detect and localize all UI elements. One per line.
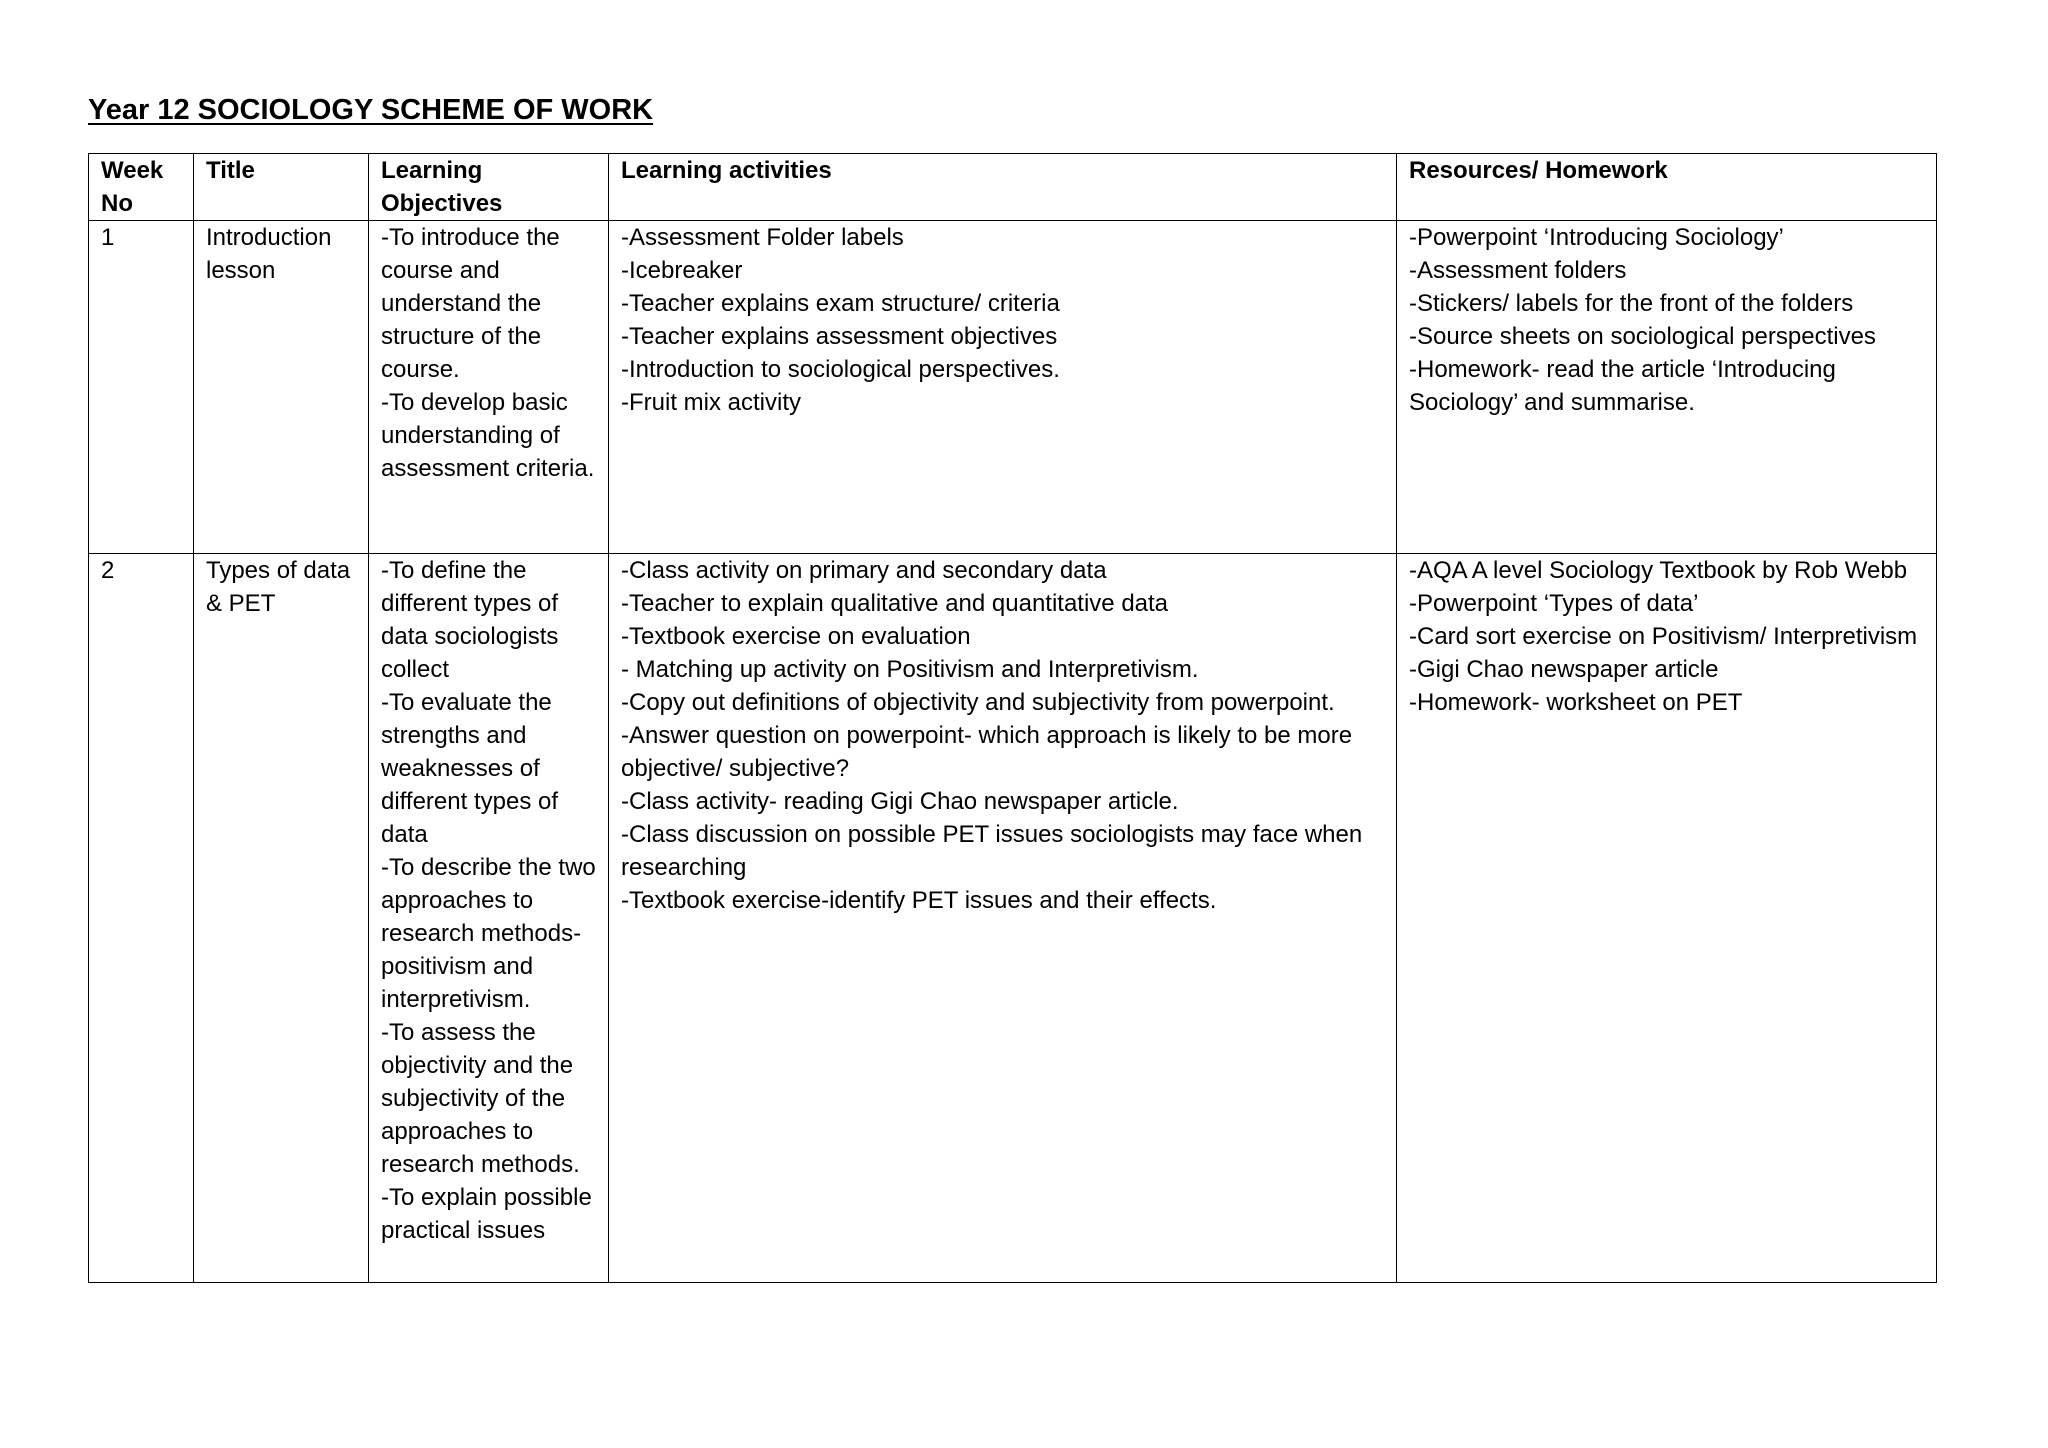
resources-cell (1397, 221, 1937, 554)
activity-item: -Fruit mix activity (621, 389, 801, 416)
activity-item: -Teacher to explain qualitative and quantitative data (621, 590, 1169, 617)
activity-item: -Copy out definitions of objectivity and subjectivity from powerpoint. (621, 689, 1335, 716)
week-cell: 1 (89, 221, 194, 554)
activity-item: - Matching up activity on Positivism and Interpretivism. (621, 656, 1199, 683)
activity-item: -Answer question on powerpoint- which approach is likely to be more objective/ subjective? (621, 722, 1353, 782)
activity-item: -Class activity- reading Gigi Chao newspaper article. (621, 788, 1179, 815)
title-cell: Introduction lesson (194, 221, 369, 554)
table-row (89, 221, 1937, 554)
resource-item: -Source sheets on sociological perspectives (1409, 323, 1876, 350)
activity-item: -Class discussion on possible PET issues sociologists may face when researching (621, 821, 1363, 881)
resource-item: -Gigi Chao newspaper article (1409, 656, 1719, 683)
activity-item: -Class activity on primary and secondary data (621, 557, 1107, 584)
objective-item: -To evaluate the strengths and weaknesses of different types of data (381, 689, 558, 848)
objectives-cell (369, 554, 609, 1283)
resource-item: -Stickers/ labels for the front of the folders (1409, 290, 1854, 317)
header-resources: Resources/ Homework (1397, 154, 1937, 221)
table-row (89, 554, 1937, 1283)
activities-cell (609, 221, 1397, 554)
resource-item: -AQA A level Sociology Textbook by Rob Webb (1409, 557, 1908, 584)
objective-item: -To develop basic understanding of assessment criteria. (381, 389, 595, 482)
activity-item: -Teacher explains exam structure/ criteria (621, 290, 1060, 317)
scheme-of-work-table (88, 153, 1937, 1283)
header-activities: Learning activities (609, 154, 1397, 221)
week-cell: 2 (89, 554, 194, 1283)
activity-item: -Icebreaker (621, 257, 743, 284)
objective-item: -To assess the objectivity and the subjectivity of the approaches to research methods. (381, 1019, 580, 1178)
resource-item: -Assessment folders (1409, 257, 1627, 284)
resource-item: -Card sort exercise on Positivism/ Interpretivism (1409, 623, 1918, 650)
objective-item: -To explain possible practical issues (381, 1184, 592, 1244)
objective-item: -To define the different types of data sociologists collect (381, 557, 559, 683)
objective-item: -To introduce the course and understand the structure of the course. (381, 224, 560, 383)
objectives-cell (369, 221, 609, 554)
resource-item: -Powerpoint ‘Types of data’ (1409, 590, 1699, 617)
title-cell: Types of data & PET (194, 554, 369, 1283)
activity-item: -Textbook exercise on evaluation (621, 623, 971, 650)
header-week: Week No (89, 154, 194, 221)
table-header-row (89, 154, 1937, 221)
activities-cell (609, 554, 1397, 1283)
activity-item: -Textbook exercise-identify PET issues and their effects. (621, 887, 1217, 914)
header-objectives: Learning Objectives (369, 154, 609, 221)
activity-item: -Assessment Folder labels (621, 224, 904, 251)
header-title: Title (194, 154, 369, 221)
resource-item: -Powerpoint ‘Introducing Sociology’ (1409, 224, 1784, 251)
resources-cell (1397, 554, 1937, 1283)
resource-item: -Homework- read the article ‘Introducing Sociology’ and summarise. (1409, 356, 1836, 416)
resource-item: -Homework- worksheet on PET (1409, 689, 1743, 716)
activity-item: -Teacher explains assessment objectives (621, 323, 1058, 350)
activity-item: -Introduction to sociological perspectives. (621, 356, 1060, 383)
objective-item: -To describe the two approaches to research methods- positivism and interpretivism. (381, 854, 596, 1013)
page-title: Year 12 SOCIOLOGY SCHEME OF WORK (88, 94, 654, 126)
